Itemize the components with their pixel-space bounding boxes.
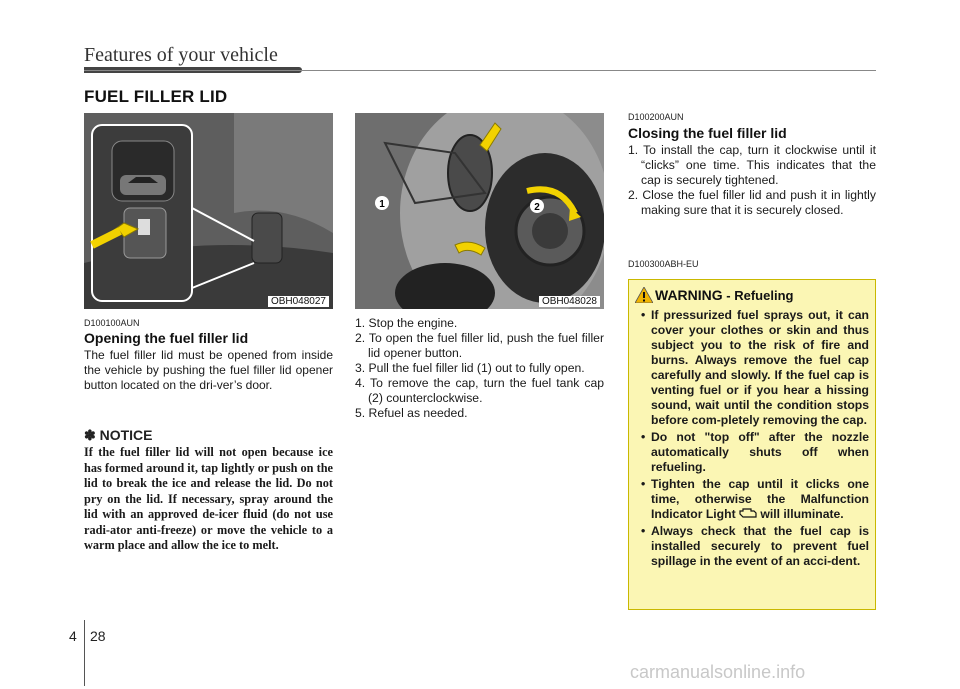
opening-body: The fuel filler lid must be opened from inside the vehicle by pushing the fuel filler lid opener button located on the dri-ver’s door.: [84, 348, 333, 392]
door-opener-photo: [84, 113, 333, 309]
warning-box: [628, 279, 876, 610]
warning-list: [637, 308, 869, 571]
warning-triangle-icon: [635, 287, 653, 303]
warning-subtitle: - Refueling: [722, 288, 794, 303]
list-item: • Always check that the fuel cap is installed securely to prevent fuel spillage in the event of an acci-dent.: [637, 524, 869, 569]
callout-1: 1: [379, 199, 385, 210]
image-label: OBH048027: [268, 296, 329, 307]
opening-code: D100100AUN: [84, 318, 140, 328]
closing-code: D100200AUN: [628, 112, 684, 122]
watermark: carmanualsonline.info: [630, 662, 806, 682]
list-item: • If pressurized fuel sprays out, it can cover your clothes or skin and thus subject you to the risk of fire and burns. Always remove the fuel cap carefully and slowly. If the fuel cap is venting fuel or if you hear a hissing sound, wait until the condition stops before com-pletely removing the cap.: [637, 308, 869, 428]
page-number: 28: [90, 628, 106, 644]
section-title: FUEL FILLER LID: [84, 87, 228, 106]
list-item: 1. To install the cap, turn it clockwise until it “clicks” one time. This indicates that the cap is securely tightened.: [628, 143, 876, 187]
opening-title: Opening the fuel filler lid: [84, 330, 249, 346]
list-item: 2. To open the fuel filler lid, push the fuel filler lid opener button.: [355, 331, 604, 360]
closing-steps: [628, 143, 876, 218]
page-header-title: Features of your vehicle: [84, 44, 278, 66]
list-item: 4. To remove the cap, turn the fuel tank cap (2) counterclockwise.: [355, 376, 604, 405]
list-item: • Do not "top off" after the nozzle automatically shuts off when refueling.: [637, 430, 869, 475]
list-item: 1. Stop the engine.: [355, 316, 458, 330]
header-divider: [84, 70, 876, 71]
warning-item-text: Tighten the cap until it clicks one time, otherwise the Malfunction Indicator Light: [651, 477, 869, 521]
warning-title: [655, 287, 793, 303]
fuel-filler-photo: [355, 113, 604, 309]
warning-item-text: will illuminate.: [757, 507, 844, 521]
notice-body: If the fuel filler lid will not open because ice has formed around it, tap lightly or push on the lid to break the ice and release the lid. Do not pry on the lid. If necessary, spray around the lid with an approved de-icer fluid (do not use radi-ator anti-freeze) or move the vehicle to a warm place and allow the ice to melt.: [84, 445, 333, 552]
closing-title: Closing the fuel filler lid: [628, 125, 787, 141]
list-item: [637, 477, 869, 522]
opening-steps: [355, 316, 604, 421]
warning-code: D100300ABH-EU: [628, 259, 699, 269]
list-item: 3. Pull the fuel filler lid (1) out to fully open.: [355, 361, 585, 375]
warning-title-text: WARNING: [655, 287, 723, 303]
list-item: 2. Close the fuel filler lid and push it in lightly making sure that it is securely closed.: [628, 188, 876, 217]
callout-2: 2: [534, 202, 540, 213]
chapter-number: 4: [69, 628, 77, 644]
notice-title: ✽ NOTICE: [84, 427, 153, 443]
list-item: 5. Refuel as needed.: [355, 406, 468, 420]
engine-check-icon: [739, 508, 757, 519]
image-label: OBH048028: [539, 296, 600, 307]
page-number-divider: [84, 620, 85, 686]
